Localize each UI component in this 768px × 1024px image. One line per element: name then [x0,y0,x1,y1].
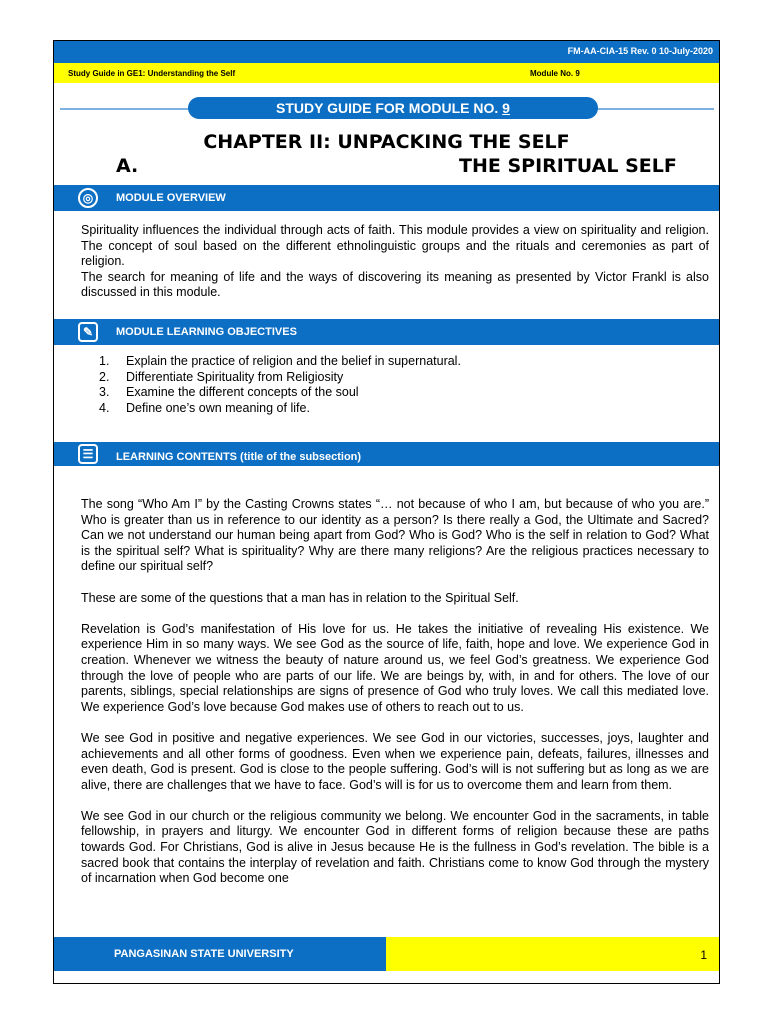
content-paragraph-2: These are some of the questions that a man has in relation to the Spiritual Self. [81,590,519,605]
contents-bar [54,442,719,466]
document-page [53,40,720,984]
overview-paragraph-2: The search for meaning of life and the ways of discovering its meaning as presented by Victor Frankl is also discussed in this module. [81,269,709,300]
course-title: Study Guide in GE1: Understanding the Self [68,69,236,78]
banner-module-number: 9 [502,100,510,116]
banner-prefix: STUDY GUIDE FOR MODULE NO. [276,100,503,116]
content-paragraph-5: We see God in our church or the religious community we belong. We encounter God in the sacraments, in table fellowship, in prayers and liturgy. We encounter God in different forms of religion because these are paths towards God. For Christians, God is alive in Jesus because He is the fullness in God’s revelation. The bible is a sacred book that contains the interplay of revelation and faith. Christians come to know God through the mystery of incarnation when God become one [81,808,709,886]
footer-university-bar [54,937,386,971]
objectives-heading: MODULE LEARNING OBJECTIVES [116,326,297,338]
overview-bar [54,185,719,211]
pencil-edit-icon: ✎ [78,322,98,342]
chapter-title: CHAPTER II: UNPACKING THE SELF [203,131,570,153]
chapter-letter: A. [116,155,139,177]
page-number: 1 [700,948,707,962]
objectives-list [99,354,461,416]
list-item: 4. Define one’s own meaning of life. [99,400,310,415]
list-item: 1. Explain the practice of religion and the belief in supernatural. [99,354,461,368]
contents-heading: LEARNING CONTENTS (title of the subsection) [116,451,362,463]
chapter-subtitle: THE SPIRITUAL SELF [459,155,677,177]
overview-text [81,223,709,301]
magnifier-icon: ◎ [78,188,98,208]
footer-page-bar [386,937,719,971]
list-item: 3. Examine the different concepts of the soul [99,385,359,400]
content-paragraph-4: We see God in positive and negative experiences. We see God in our victories, successes, joys, laughter and achievements and all other forms of goodness. Even when we experience pain, defeats, failures, illnesses and even death, God is present. God is close to the people suffering. God’s will is not suffering but as long as we are alive, there are challenges that we have to face. God’s will is for us to overcome them and learn from them. [81,730,709,792]
course-bar [54,63,719,83]
objectives-bar [54,319,719,345]
document-list-icon: ☰ [78,444,98,464]
study-guide-banner [188,97,598,119]
list-item: 2. Differentiate Spirituality from Religiosity [99,369,344,384]
overview-paragraph-1: Spirituality influences the individual through acts of faith. This module provides a view on spirituality and religion. The concept of soul based on the different ethnolinguistic groups and the rituals and ceremonies as part of religion. [81,223,709,269]
header-bar [54,41,719,63]
form-code: FM-AA-CIA-15 Rev. 0 10-July-2020 [567,46,713,56]
overview-heading: MODULE OVERVIEW [116,192,226,204]
university-name: PANGASINAN STATE UNIVERSITY [114,948,294,960]
learning-contents-text [81,497,709,902]
content-paragraph-3: Revelation is God’s manifestation of His love for us. He takes the initiative of revealing His existence. We experience Him in so many ways. We see God as the source of life, faith, hope and love. We experience God in creation. Whenever we witness the beauty of nature around us, we feel God’s greatness. We experience God through the love of people who are parts of our life. We are beings by, with, in and for others. The love of our parents, siblings, special relationships are signs of presence of God who truly loves. We call this mediated love. We experience God’s love because God makes use of others to reach out to us. [81,621,709,714]
module-number: Module No. 9 [530,69,580,78]
content-paragraph-1: The song “Who Am I” by the Casting Crowns states “… not because of who I am, but because of who you are.” Who is greater than us in reference to our identity as a person? Is there really a God, the Ultimate and Sacred? Can we not understand our human being apart from God? Who is God? Who is the self in relation to God? What is the spiritual self? What is spirituality? Why are there many religions? Are the religious practices necessary to define our spiritual self? [81,497,709,574]
